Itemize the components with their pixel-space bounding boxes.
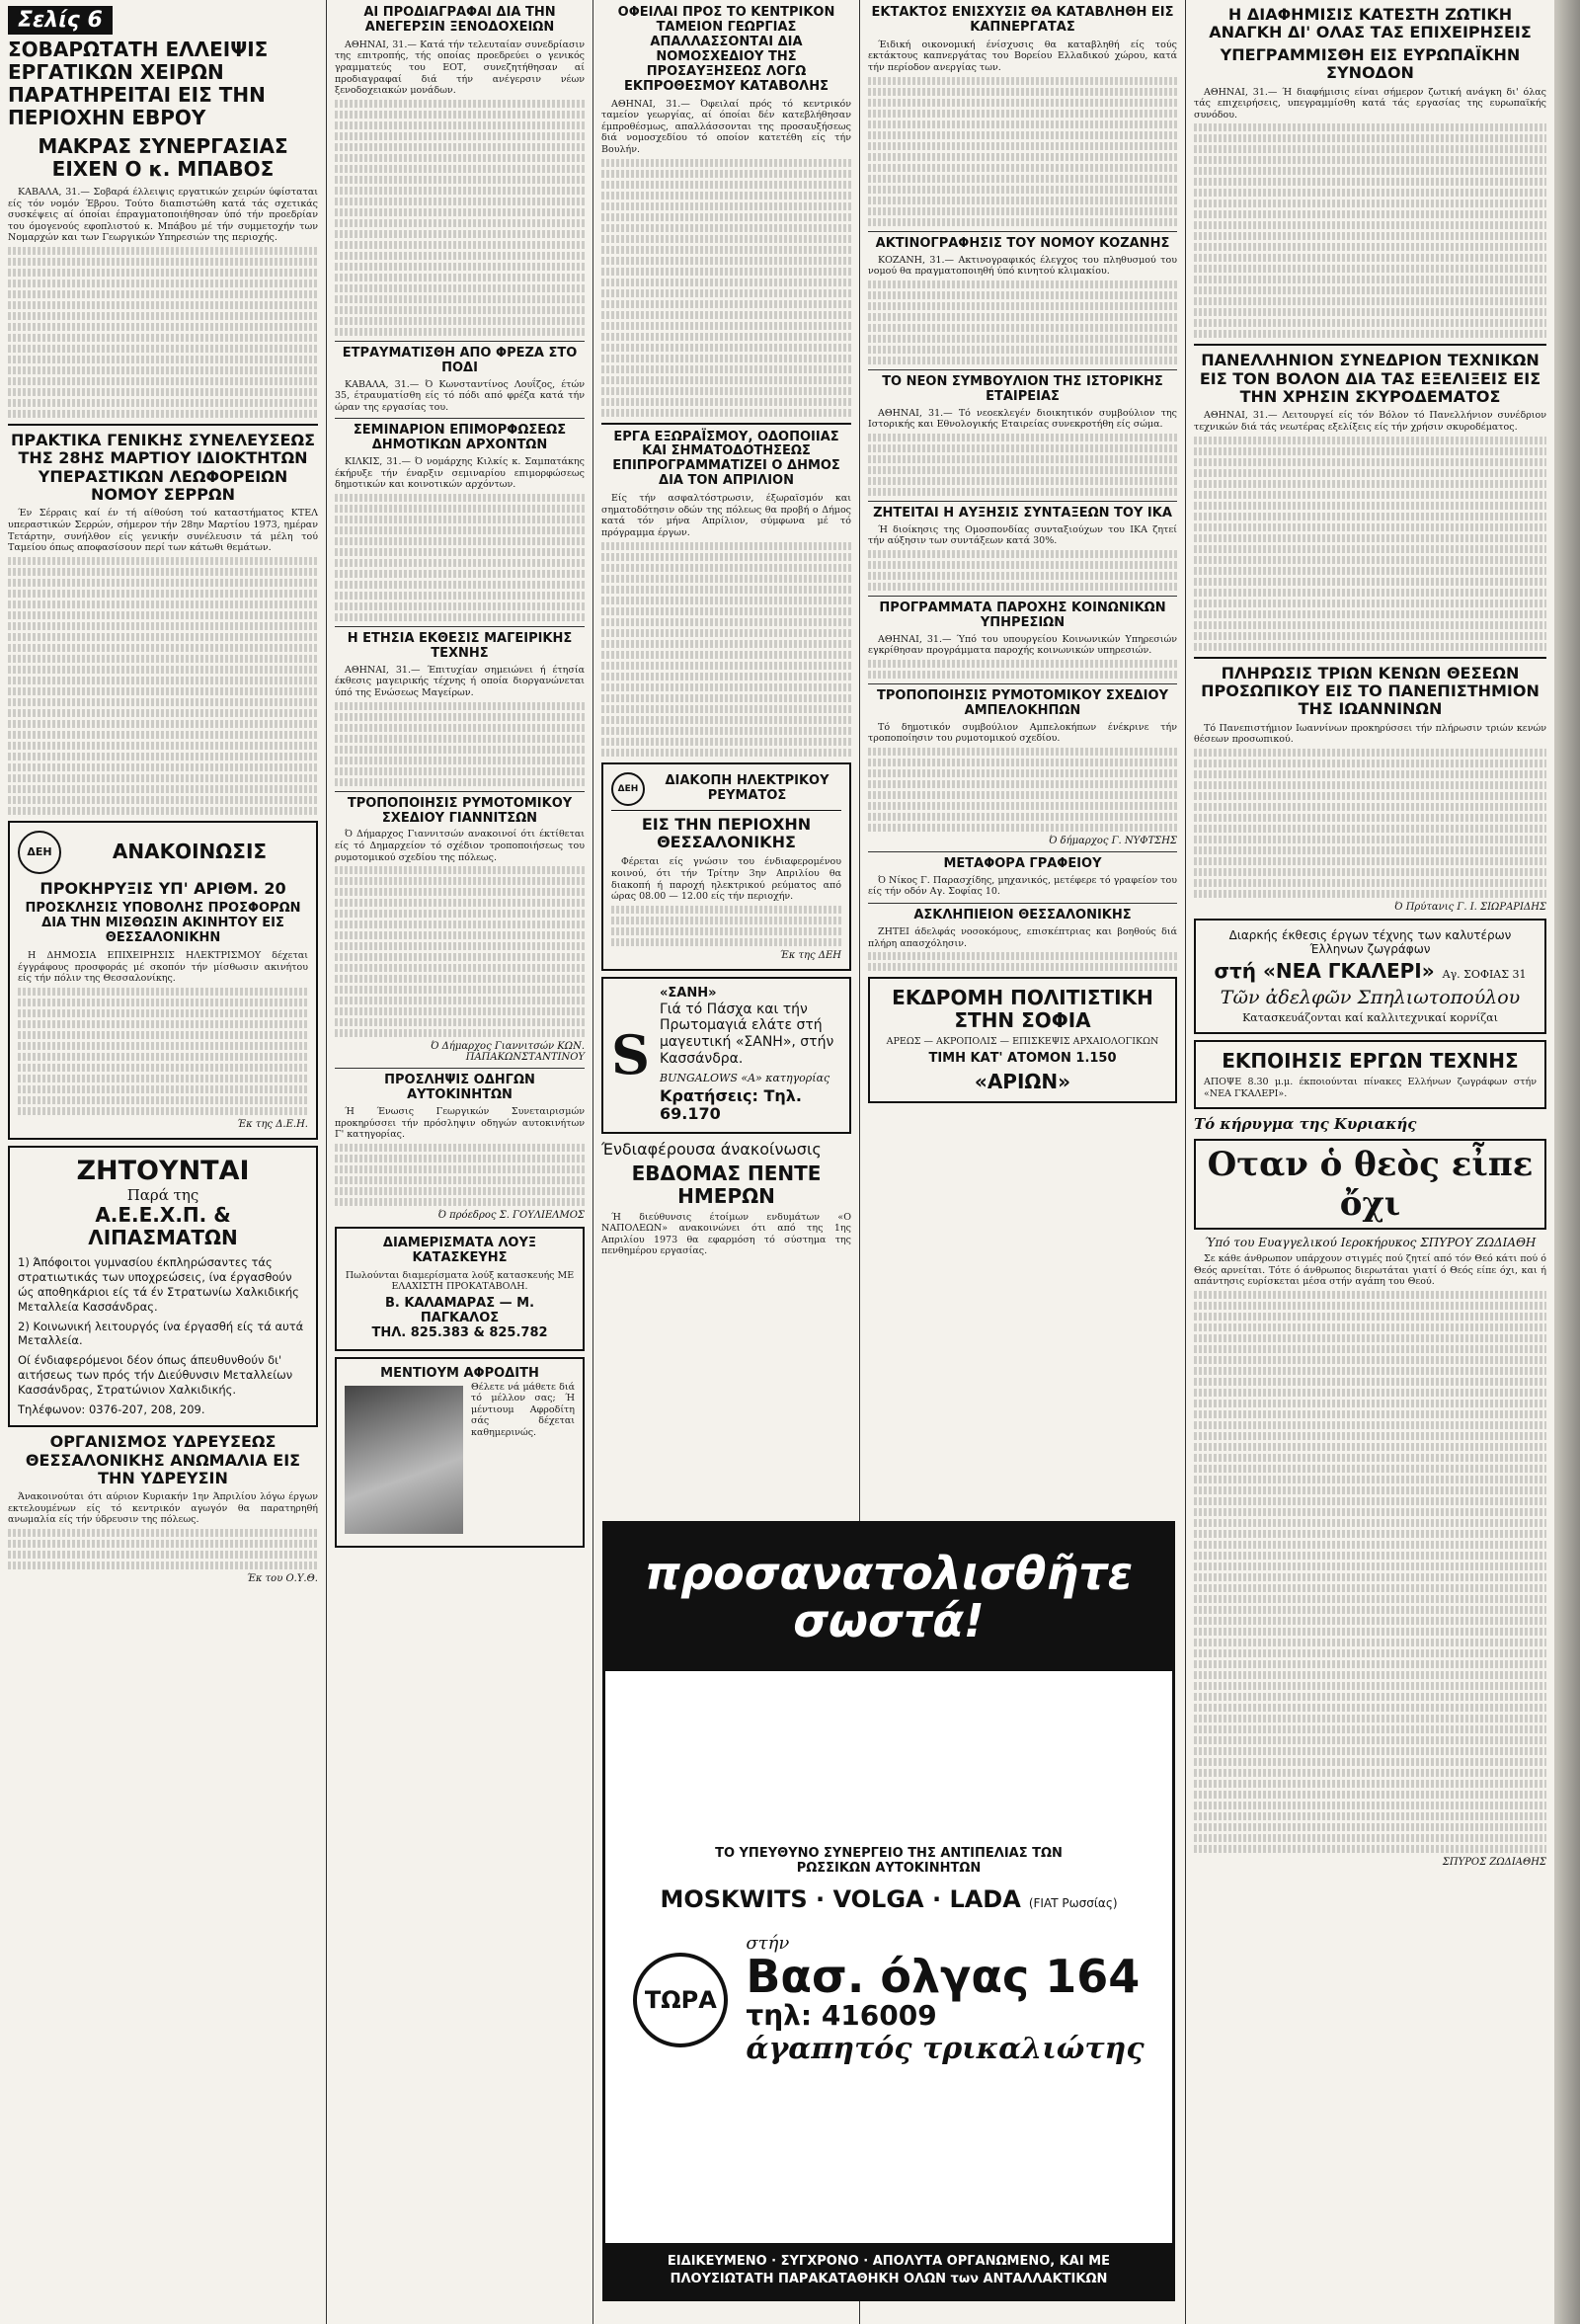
article-city-works: Είς τήν ασφαλτόστρωσιν, έξωραϊσμόν και σηματοδότησιν οδών της πόλεως θα προβή ο Δήμος κατά τόν μήνα Απρίλιον, σύμφωνα μέ τό πρόγραμμα έργων.	[601, 493, 851, 756]
article-water: Άνακοινούται ότι αύριον Κυριακήν 1ην Άπριλίου λόγω έργων εκτελουμένων είς τό κεντρικόν αγωγόν θα παρατηρηθή ανωμαλία είς τήν ύδρευσιν της πόλεως.	[8, 1491, 318, 1569]
apartments-title: ΔΙΑΜΕΡΙΣΜΑΤΑ ΛΟΥΞ ΚΑΤΑΣΚΕΥΗΣ	[382, 1235, 537, 1265]
week-pre: Ένδιαφέρουσα άνακοίνωσις	[601, 1139, 822, 1159]
article-advertising: ΑΘΗΝΑΙ, 31.— Ή διαφήμισις είναι σήμερον ζωτική ανάγκη δι' όλας τάς επιχειρήσεις, υπεγραμμίσθη κατά τάς εργασίας της ευρωπαϊκής συνόδου.	[1194, 87, 1546, 339]
headline-city-works: ΕΡΓΑ ΕΞΩΡΑΪΣΜΟΥ, ΟΔΟΠΟΙΙΑΣ ΚΑΙ ΣΗΜΑΤΟΔΟΤΗΣΕΩΣ ΕΠΙΠΡΟΓΡΑΜΜΑΤΙΖΕΙ Ο ΔΗΜΟΣ ΔΙΑ ΤΟΝ ΑΠΡΙΛΙΟΝ	[612, 429, 840, 489]
gallery-address: Αγ. ΣΟΦΙΑΣ 31	[1442, 967, 1527, 981]
week-title: ΕΒΔΟΜΑΣ ΠΕΝΤΕ ΗΜΕΡΩΝ	[631, 1161, 822, 1208]
wanted-item-3: Οί ένδιαφερόμενοι δέον όπως άπευθυνθούν δι' αιτήσεως των πρός τήν Διεύθυνσιν Μεταλλείων Κασσάνδρας, Στρατώνιον Χαλκιδικής.	[18, 1353, 293, 1398]
power-cut-area: ΕΙΣ ΤΗΝ ΠΕΡΙΟΧΗΝ ΘΕΣΣΑΛΟΝΙΚΗΣ	[641, 814, 812, 851]
article-ampelokipoi: Τό δημοτικόν συμβούλιον Αμπελοκήπων ένέκρινε τήν τροποποίησιν του ρυμοτομικού σχεδίου.	[868, 722, 1177, 832]
apartments-names: Β. ΚΑΛΑΜΑΡΑΣ — Μ. ΠΑΓΚΑΛΟΣ	[384, 1295, 535, 1325]
wanted-org: Α.Ε.Ε.Χ.Π. & ΛΙΠΑΣΜΑΤΩΝ	[88, 1202, 238, 1249]
column-1	[0, 0, 326, 2324]
headline-social-services: ΠΡΟΓΡΑΜΜΑΤΑ ΠΑΡΟΧΗΣ ΚΟΙΝΩΝΙΚΩΝ ΥΠΗΡΕΣΙΩΝ	[879, 600, 1166, 630]
wanted-title: ΖΗΤΟΥΝΤΑΙ	[76, 1155, 250, 1186]
headline-agri-debts: ΟΦΕΙΛΑΙ ΠΡΟΣ ΤΟ ΚΕΝΤΡΙΚΟΝ ΤΑΜΕΙΟΝ ΓΕΩΡΓΙΑΣ ΑΠΑΛΛΑΣΣΟΝΤΑΙ ΔΙΑ ΝΟΜΟΣΧΕΔΙΟΥ ΤΗΣ ΠΡΟΣΑΥΞΗΣΕΩΣ ΛΟΓΩ ΕΚΠΡΟΘΕΣΜΟΥ ΚΑΤΑΒΟΛΗΣ	[617, 5, 835, 94]
sermon-author: Ύπό του Ευαγγελικού Ιεροκήρυκος ΣΠΥΡΟΥ ΖΩΔΙΑΘΗ	[1204, 1236, 1537, 1250]
article-volos-congress: ΑΘΗΝΑΙ, 31.— Λειτουργεί είς τόν Βόλον τό Πανελλήνιον συνέδριον τεχνικών διά τάς νεωτέρας εξελίξεις είς τήν χρήσιν σκυροδέματος.	[1194, 410, 1546, 650]
car-ad-name: άγαπητός τρικαλιώτης	[746, 2032, 1145, 2067]
headline-office-move: ΜΕΤΑΦΟΡΑ ΓΡΑΦΕΙΟΥ	[943, 855, 1102, 871]
announcement-signature: Έκ της Δ.Ε.Η.	[237, 1118, 308, 1130]
car-ad-phone: τηλ: 416009	[746, 1999, 937, 2033]
wanted-ad	[8, 1146, 318, 1427]
power-cut-notice	[601, 762, 851, 971]
wanted-item-2: 2) Κοινωνική λειτουργός ίνα έργασθή είς τά αυτά Μεταλλεία.	[18, 1319, 304, 1348]
sani-brand: «ΣΑΝΗ»	[660, 985, 717, 1001]
headline-asklipieion: ΑΣΚΛΗΠΙΕΙΟΝ ΘΕΣΣΑΛΟΝΙΚΗΣ	[913, 907, 1132, 922]
car-ad-address: Βασ. όλγας 164	[746, 1950, 1141, 2004]
trip-title: ΕΚΔΡΟΜΗ ΠΟΛΙΤΙΣΤΙΚΗ ΣΤΗΝ ΣΟΦΙΑ	[892, 986, 1153, 1033]
wanted-phone: Τηλέφωνον: 0376-207, 208, 209.	[18, 1402, 205, 1417]
ampelokipoi-signature: Ό δήμαρχος Γ. ΝΥΦΤΣΗΣ	[1049, 835, 1177, 846]
article-kozani: ΚΟΖΑΝΗ, 31.— Ακτινογραφικός έλεγχος του πληθυσμού του νομού θα πραγματοποιηθή ύπό κινητού κλιμακίου.	[868, 255, 1177, 364]
headline-advertising: Η ΔΙΑΦΗΜΙΣΙΣ ΚΑΤΕΣΤΗ ΖΩΤΙΚΗ ΑΝΑΓΚΗ ΔΙ' ΟΛΑΣ ΤΑΣ ΕΠΙΧΕΙΡΗΣΕΙΣ	[1209, 5, 1532, 42]
article-cooking: ΑΘΗΝΑΙ, 31.— Έπιτυχίαν σημειώνει ή έτησία έκθεσις μαγειρικής τέχνης ή οποία διοργανώνεται ύπό της Ενώσεως Μαγείρων.	[335, 665, 585, 786]
article-hotels: ΑΘΗΝΑΙ, 31.— Κατά τήν τελευταίαν συνεδρίασιν της επιτροπής, τής οποίας προεδρεύει ο γενικός γραμματεύς του ΕΟΤ, συνεζητήθησαν αί προδιαγραφαί διά τήν ανέγερσιν νέων ξενοδοχειακών μονάδων.	[335, 40, 585, 336]
column-4	[860, 0, 1185, 1506]
apartments-phone: ΤΗΛ. 825.383 & 825.782	[371, 1324, 548, 1340]
headline-cooking: Η ΕΤΗΣΙΑ ΕΚΘΕΣΙΣ ΜΑΓΕΙΡΙΚΗΣ ΤΕΧΝΗΣ	[347, 630, 573, 661]
announcement-heading: ΠΡΟΚΗΡΥΞΙΣ ΥΠ' ΑΡΙΘΜ. 20	[40, 878, 286, 898]
headline-seminar: ΣΕΜΙΝΑΡΙΟΝ ΕΠΙΜΟΡΦΩΣΕΩΣ ΔΗΜΟΤΙΚΩΝ ΑΡΧΟΝΤΩΝ	[353, 423, 567, 453]
car-ad-headline: προσανατολισθῆτε σωστά!	[605, 1524, 1172, 1671]
trip-brand: «ΑΡΙΩΝ»	[974, 1069, 1071, 1093]
drivers-signature: Ό πρόεδρος Σ. ΓΟΥΛΙΕΛΜΟΣ	[437, 1209, 585, 1221]
water-signature: Έκ του Ο.Υ.Θ.	[246, 1573, 318, 1585]
wanted-sub: Παρά της	[126, 1185, 199, 1204]
gallery-name: στή «ΝΕΑ ΓΚΑΛΕΡΙ»	[1214, 958, 1435, 983]
page-binding-edge	[1554, 0, 1580, 2324]
car-ad-footer-line2: ΠΛΟΥΣΙΩΤΑΤΗ ΠΑΡΑΚΑΤΑΘΗΚΗ ΟΛΩΝ των ΑΝΤΑΛΛΑΚΤΙΚΩΝ	[670, 2271, 1108, 2286]
car-service-ad	[602, 1521, 1175, 2301]
headline-injured: ΕΤΡΑΥΜΑΤΙΣΘΗ ΑΠΟ ΦΡΕΖΑ ΣΤΟ ΠΟΔΙ	[342, 345, 578, 375]
sofia-trip-ad	[868, 977, 1177, 1103]
article-social-services: ΑΘΗΝΑΙ, 31.— Ύπό του υπουργείου Κοινωνικών Υπηρεσιών εγκρίθησαν προγράμματα παροχής κοινωνικών υπηρεσιών.	[868, 634, 1177, 679]
art-sale-title: ΕΚΠΟΙΗΣΙΣ ΕΡΓΩΝ ΤΕΧΝΗΣ	[1222, 1048, 1519, 1073]
article-bus-owners: Έν Σέρραις καί έν τή αίθούση τού καταστήματος ΚΤΕΛ υπεραστικών Σερρών, σήμερον τήν 28ην Μαρτίου 1973, ημέραν Τετάρτην, συνήλθον είς γενικήν συνέλευσιν τά μέλη τού Ταμείου όπως αποφασίσουν περί των κάτωθι θεμάτων.	[8, 508, 318, 814]
column-5	[1186, 0, 1554, 2324]
article-ioannina: Τό Πανεπιστήμιον Ιωαννίνων προκηρύσσει τήν πλήρωσιν τριών κενών θέσεων προσωπικού.	[1194, 723, 1546, 898]
power-cut-text: Φέρεται είς γνώσιν του ένδιαφερομένου κοινού, ότι τήν Τρίτην 3ην Απριλίου θα διακοπή ή παροχή ηλεκτρικού ρεύματος από ώρας 08.00 — 12.00 είς τήν περιοχήν.	[611, 856, 841, 903]
trip-text: ΑΡΕΩΣ — ΑΚΡΟΠΟΛΙΣ — ΕΠΙΣΚΕΨΙΣ ΑΡΧΑΙΟΛΟΓΙΚΩΝ	[886, 1036, 1159, 1048]
medium-text: Θέλετε νά μάθετε διά τό μέλλον σας; Ή μέντιουμ Αφροδίτη σάς δέχεται καθημερινώς.	[471, 1381, 575, 1438]
article-agri-debts: ΑΘΗΝΑΙ, 31.— Όφειλαί πρός τό κεντρικόν ταμείον γεωργίας, αί όποίαι δέν κατεβλήθησαν έμπροθέσμως, απαλλάσσονται της προσαυξήσεως διά νομοσχεδίου τό οποίον κατετέθη είς τήν Βουλήν.	[601, 99, 851, 417]
column-2	[327, 0, 592, 2324]
article-history-society: ΑΘΗΝΑΙ, 31.— Τό νεοεκλεγέν διοικητικόν συμβούλιον της Ιστορικής και Εθνολογικής Εταιρείας συνεκροτήθη είς σώμα.	[868, 408, 1177, 496]
subheadline-mpavos: ΜΑΚΡΑΣ ΣΥΝΕΡΓΑΣΙΑΣ ΕΙΧΕΝ Ο κ. ΜΠΑΒΟΣ	[38, 134, 288, 181]
medium-title: ΜΕΝΤΙΟΥΜ ΑΦΡΟΔΙΤΗ	[380, 1365, 539, 1381]
headline-giannitsa: ΤΡΟΠΟΠΟΙΗΣΙΣ ΡΥΜΟΤΟΜΙΚΟΥ ΣΧΕΔΙΟΥ ΓΙΑΝΝΙΤΣΩΝ	[347, 795, 573, 826]
subheadline-advertising: ΥΠΕΓΡΑΜΜΙΣΘΗ ΕΙΣ ΕΥΡΩΠΑΪΚΗΝ ΣΥΝΟΔΟΝ	[1220, 44, 1521, 83]
car-ad-models: MOSKWITS · VOLGA · LADA	[660, 1884, 1021, 1913]
medium-portrait	[345, 1386, 463, 1534]
car-ad-line1: ΤΟ ΥΠΕΥΘΥΝΟ ΣΥΝΕΡΓΕΙΟ ΤΗΣ ΑΝΤΙΠΕΛΙΑΣ ΤΩΝ ΡΩΣΣΙΚΩΝ ΑΥΤΟΚΙΝΗΤΩΝ	[715, 1845, 1063, 1876]
article-injured: ΚΑΒΑΛΑ, 31.— Ό Κωνσταντίνος Λουΐζος, έτών 35, έτραυματίσθη είς τό πόδι από φρέζα κατά τήν ώραν της εργασίας του.	[335, 378, 585, 413]
headline-bus-owners: ΠΡΑΚΤΙΚΑ ΓΕΝΙΚΗΣ ΣΥΝΕΛΕΥΣΕΩΣ ΤΗΣ 28ΗΣ ΜΑΡΤΙΟΥ ΙΔΙΟΚΤΗΤΩΝ ΥΠΕΡΑΣΤΙΚΩΝ ΛΕΩΦΟΡΕΙΩΝ ΝΟΜΟΥ ΣΕΡΡΩΝ	[11, 430, 315, 505]
article-tobacco: Έιδική οικονομική ένίσχυσις θα καταβληθή είς τούς εκτάκτους καπνεργάτας του Βορείου Ελλαδικού χώρου, κατά τήν περίοδον ανεργίας των.	[868, 40, 1177, 226]
car-ad-footer	[605, 2243, 1172, 2298]
sermon-text: Σε κάθε άνθρωπον υπάρχουν στιγμές πού ζητεί από τόν Θεό κάτι πού ό Θεός αρνείται. Τότε ό άνθρωπος διερωτάται γιατί ό Θεός είπε όχι, και ή απάντησις ευρίσκεται μέσα στήν αγάπη του Θεού.	[1194, 1253, 1546, 1853]
headline-tobacco: ΕΚΤΑΚΤΟΣ ΕΝΙΣΧΥΣΙΣ ΘΑ ΚΑΤΑΒΛΗΘΗ ΕΙΣ ΚΑΠΝΕΡΓΑΤΑΣ	[871, 5, 1174, 35]
headline-ampelokipoi: ΤΡΟΠΟΠΟΙΗΣΙΣ ΡΥΜΟΤΟΜΙΚΟΥ ΣΧΕΔΙΟΥ ΑΜΠΕΛΟΚΗΠΩΝ	[877, 687, 1168, 718]
article-asklipieion: ΖΗΤΕΙ άδελφάς νοσοκόμους, επισκέπτριας και βοηθούς διά πλήρη απασχόλησιν.	[868, 926, 1177, 971]
now-badge-icon: ΤΩΡΑ	[633, 1953, 728, 2047]
announcement-subheading: ΠΡΟΣΚΛΗΣΙΣ ΥΠΟΒΟΛΗΣ ΠΡΟΣΦΟΡΩΝ ΔΙΑ ΤΗΝ ΜΙΣΘΩΣΙΝ ΑΚΙΝΗΤΟΥ ΕΙΣ ΘΕΣΣΑΛΟΝΙΚΗΝ	[25, 901, 301, 946]
announcement-text: Η ΔΗΜΟΣΙΑ ΕΠΙΧΕΙΡΗΣΙΣ ΗΛΕΚΤΡΙΣΜΟΥ δέχεται έγγράφους προσφοράς μέ σκοπόν τήν μίσθωσιν ακινήτου είς τήν πόλιν της Θεσσαλονίκης.	[18, 949, 308, 985]
medium-ad	[335, 1357, 585, 1548]
headline-ioannina: ΠΛΗΡΩΣΙΣ ΤΡΙΩΝ ΚΕΝΩΝ ΘΕΣΕΩΝ ΠΡΟΣΩΠΙΚΟΥ ΕΙΣ ΤΟ ΠΑΝΕΠΙΣΤΗΜΙΟΝ ΤΗΣ ΙΩΑΝΝΙΝΩΝ	[1201, 663, 1540, 719]
gallery-ad	[1194, 919, 1546, 1034]
sermon-title: Οταν ὁ θεὸς εἶπε ὄχι	[1207, 1145, 1534, 1225]
sani-s-logo-icon: S	[611, 1023, 650, 1087]
headline-history-society: ΤΟ ΝΕΟΝ ΣΥΜΒΟΥΛΙΟΝ ΤΗΣ ΙΣΤΟΡΙΚΗΣ ΕΤΑΙΡΕΙΑΣ	[882, 373, 1163, 404]
power-cut-signature: Έκ της ΔΕΗ	[779, 949, 841, 961]
giannitsa-signature: Ό Δήμαρχος Γιαννιτσών ΚΩΝ. ΠΑΠΑΚΩΝΣΤΑΝΤΙΝΟΥ	[431, 1041, 585, 1064]
week-text: Ή διεύθυνσις έτοίμων ενδυμάτων «Ο ΝΑΠΟΛΕΩΝ» ανακοινώνει ότι από της 1ης Απριλίου 1973 θα εφαρμόση τό σύστημα της πενθημέρου εργασίας.	[601, 1211, 851, 1257]
page-tag: Σελίς 6	[8, 6, 318, 35]
headline-water: ΟΡΓΑΝΙΣΜΟΣ ΥΔΡΕΥΣΕΩΣ ΘΕΣΣΑΛΟΝΙΚΗΣ ΑΝΩΜΑΛΙΑ ΕΙΣ ΤΗΝ ΥΔΡΕΥΣΙΝ	[25, 1432, 301, 1487]
article-labor-shortage: ΚΑΒΑΛΑ, 31.— Σοβαρά έλλειψις εργατικών χειρών ύφίσταται είς τόν νομόν Έβρου. Τούτο διαπιστώθη κατά τάς σχετικάς συσκέψεις αί όποίαι έπραγματοποιήθησαν ύπό τήν προεδρίαν του όμογενούς εφοπλιστού κ. Μπάβου μέ τήν συμμετοχήν των Νομαρχών και των Γεωργικών Υπηρεσιών της περιοχής.	[8, 187, 318, 418]
wanted-item-1: 1) Άπόφοιτοι γυμνασίου έκπληρώσαντες τάς στρατιωτικάς των υποχρεώσεις, ίνα έργασθούν ώς αποθηκάριοι είς τά έν Στρατωνίω Χαλκιδικής Μεταλλεία Κασσάνδρας.	[18, 1254, 299, 1314]
column-3	[593, 0, 859, 1506]
article-giannitsa: Ό Δήμαρχος Γιαννιτσών ανακοινοί ότι έκτίθεται είς τό Δημαρχείον τό σχέδιον τροποποιήσεως του ρυμοτομικού σχεδίου της πόλεως.	[335, 829, 585, 1037]
dei-logo-icon: ΔΕΗ	[18, 831, 61, 874]
headline-volos-congress: ΠΑΝΕΛΛΗΝΙΟΝ ΣΥΝΕΔΡΙΟΝ ΤΕΧΝΙΚΩΝ ΕΙΣ ΤΟΝ ΒΟΛΟΝ ΔΙΑ ΤΑΣ ΕΞΕΛΙΞΕΙΣ ΕΙΣ ΤΗΝ ΧΡΗΣΙΝ ΣΚΥΡΟΔΕΜΑΤΟΣ	[1199, 351, 1541, 407]
dei-logo-icon: ΔΕΗ	[611, 772, 645, 806]
headline-drivers: ΠΡΟΣΛΗΨΙΣ ΟΔΗΓΩΝ ΑΥΤΟΚΙΝΗΤΩΝ	[384, 1073, 535, 1103]
sani-phone: Κρατήσεις: Τηλ. 69.170	[660, 1085, 803, 1124]
headline-ika: ΖΗΤΕΙΤΑΙ Η ΑΥΞΗΣΙΣ ΣΥΝΤΑΞΕΩΝ ΤΟΥ ΙΚΑ	[873, 505, 1172, 521]
article-seminar: ΚΙΛΚΙΣ, 31.— Ό νομάρχης Κιλκίς κ. Σαμπατάκης έκήρυξε τήν έναρξιν σεμιναρίου επιμορφώσεως δημοτικών και κοινοτικών αρχόντων.	[335, 456, 585, 621]
art-sale-text: ΑΠΟΨΕ 8.30 μ.μ. έκποιούνται πίνακες Ελλήνων ζωγράφων στήν «ΝΕΑ ΓΚΑΛΕΡΙ».	[1204, 1076, 1537, 1099]
sani-text: Γιά τό Πάσχα και τήν Πρωτομαγιά ελάτε στή μαγευτική «ΣΑΝΗ», στήν Κασσάνδρα.	[660, 1001, 834, 1067]
trip-price: ΤΙΜΗ ΚΑΤ' ΑΤΟΜΟΝ 1.150	[928, 1050, 1117, 1066]
art-sale-ad	[1194, 1040, 1546, 1109]
sani-ad	[601, 977, 851, 1134]
gallery-by: Τῶν ἀδελφῶν Σπηλιωτοπούλου	[1220, 986, 1521, 1008]
gallery-pre: Διαρκής έκθεσις έργων τέχνης των καλυτέρων Έλληνων ζωγράφων	[1228, 927, 1512, 956]
sermon-title-box	[1194, 1139, 1546, 1230]
sermon-pre: Τό κήρυγμα της Κυριακής	[1194, 1115, 1417, 1134]
announcement-dei	[8, 821, 318, 1140]
article-ika: Ή διοίκησις της Ομοσπονδίας συνταξιούχων του ΙΚΑ ζητεί τήν αύξησιν των συντάξεων κατά 30%.	[868, 524, 1177, 591]
sani-bungalows: BUNGALOWS «A» κατηγορίας	[660, 1071, 830, 1084]
car-ad-models-note: (FIAT Ρωσσίας)	[1028, 1895, 1118, 1910]
article-office-move: Ό Νίκος Γ. Παρασχίδης, μηχανικός, μετέφερε τό γραφείον του είς τήν οδόν Αγ. Σοφίας 10.	[868, 874, 1177, 898]
announcement-title: ΑΝΑΚΟΙΝΩΣΙΣ	[112, 840, 268, 864]
apartments-ad	[335, 1227, 585, 1351]
car-ad-at: στήν	[746, 1933, 790, 1955]
headline-kozani: ΑΚΤΙΝΟΓΡΑΦΗΣΙΣ ΤΟΥ ΝΟΜΟΥ ΚΟΖΑΝΗΣ	[875, 235, 1170, 251]
apartments-text: Πωλούνται διαμερίσματα λούξ κατασκευής ΜΕ ΕΛΑΧΙΣΤΗ ΠΡΟΚΑΤΑΒΟΛΗ.	[345, 1269, 575, 1293]
sermon-signature: ΣΠΥΡΟΣ ΖΩΔΙΑΘΗΣ	[1442, 1856, 1546, 1868]
article-drivers: Ή Ένωσις Γεωργικών Συνεταιρισμών προκηρύσσει τήν πρόσληψιν οδηγών αυτοκινήτων Γ' κατηγορίας.	[335, 1106, 585, 1206]
car-ad-footer-line1: ΕΙΔΙΚΕΥΜΕΝΟ · ΣΥΓΧΡΟΝΟ · ΑΠΟΛΥΤΑ ΟΡΓΑΝΩΜΕΝΟ, ΚΑΙ ΜΕ	[667, 2253, 1111, 2269]
gallery-text: Κατασκευάζονται καί καλλιτεχνικαί κορνίζαι	[1242, 1010, 1498, 1024]
headline-labor-shortage: ΣΟΒΑΡΩΤΑΤΗ ΕΛΛΕΙΨΙΣ ΕΡΓΑΤΙΚΩΝ ΧΕΙΡΩΝ ΠΑΡΑΤΗΡΕΙΤΑΙ ΕΙΣ ΤΗΝ ΠΕΡΙΟΧΗΝ ΕΒΡΟΥ	[8, 38, 269, 129]
headline-hotels: ΑΙ ΠΡΟΔΙΑΓΡΑΦΑΙ ΔΙΑ ΤΗΝ ΑΝΕΓΕΡΣΙΝ ΞΕΝΟΔΟΧΕΙΩΝ	[363, 5, 556, 35]
power-cut-title: ΔΙΑΚΟΠΗ ΗΛΕΚΤΡΙΚΟΥ ΡΕΥΜΑΤΟΣ	[665, 772, 830, 803]
ioannina-signature: Ό Πρύτανις Γ. Ι. ΣΙΩΡΑΡΙΔΗΣ	[1394, 901, 1546, 913]
